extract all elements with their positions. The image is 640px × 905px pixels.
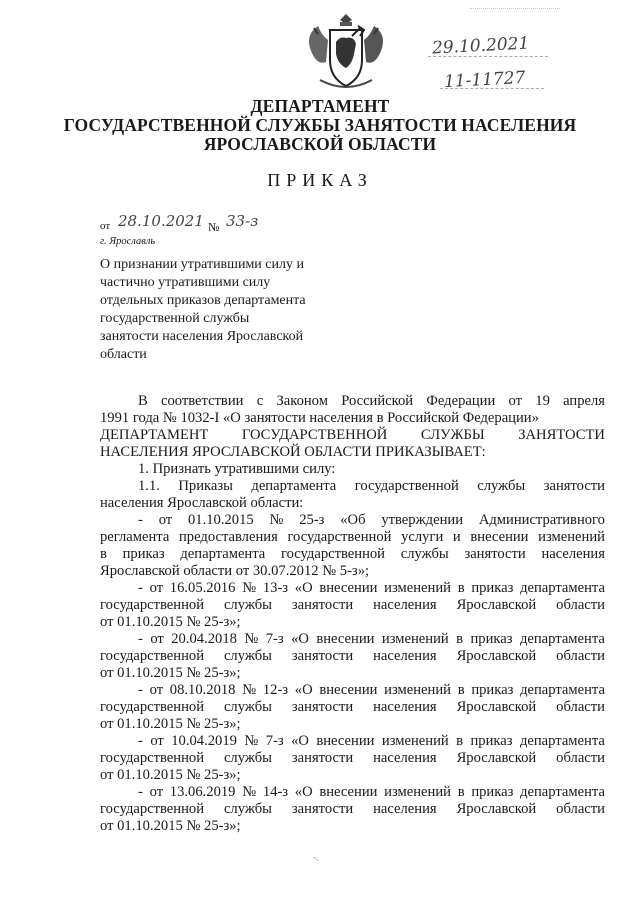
body-line: - от 13.06.2019 № 14-з «О внесении изменений в приказ департамента [138, 784, 605, 800]
scan-mark [311, 857, 319, 865]
date-label: от [100, 220, 111, 232]
body-line: от 01.10.2015 № 25-з»; [100, 665, 241, 681]
city-label: г. Ярославль [100, 236, 156, 247]
subject-line: О признании утратившими силу и [100, 257, 304, 272]
body-line: - от 08.10.2018 № 12-з «О внесении изменений в приказ департамента [138, 682, 605, 698]
body-line: - от 10.04.2019 № 7-з «О внесении изменений в приказ департамента [138, 733, 605, 749]
body-line: государственной службы занятости населения Ярославской области [100, 750, 605, 766]
body-line: от 01.10.2015 № 25-з»; [100, 614, 241, 630]
registration-number-underline [440, 88, 544, 89]
body-line: государственной службы занятости населения Ярославской области [100, 699, 605, 715]
registration-number-handwritten: 11-11727 [443, 67, 526, 93]
body-line: ДЕПАРТАМЕНТ ГОСУДАРСТВЕННОЙ СЛУЖБЫ ЗАНЯТОСТИ [100, 427, 605, 443]
subject-line: области [100, 347, 147, 362]
department-title-line-1: ДЕПАРТАМЕНТ [250, 96, 390, 116]
faint-registration-mark [470, 8, 560, 19]
order-number-handwritten: 33-з [226, 212, 259, 230]
body-line: от 01.10.2015 № 25-з»; [100, 818, 241, 834]
body-line: НАСЕЛЕНИЯ ЯРОСЛАВСКОЙ ОБЛАСТИ ПРИКАЗЫВАЕТ: [100, 444, 486, 460]
subject-line: государственной службы [100, 311, 250, 326]
body-line: 1. Признать утратившими силу: [138, 461, 336, 477]
body-line: 1991 года № 1032-I «О занятости населения в Российской Федерации» [100, 410, 539, 426]
body-line: государственной службы занятости населения Ярославской области [100, 801, 605, 817]
subject-line: занятости населения Ярославской [100, 329, 304, 344]
document-type-heading: ПРИКАЗ [267, 170, 373, 190]
body-line: - от 01.10.2015 № 25-з «Об утверждении Административного [138, 512, 605, 528]
body-line: регламента предоставления государственной услуги и внесении изменений [100, 529, 605, 545]
subject-line: отдельных приказов департамента [100, 293, 306, 308]
body-line: в приказ департамента государственной службы занятости населения [100, 546, 605, 562]
body-line: государственной службы занятости населения Ярославской области [100, 597, 605, 613]
body-line: 1.1. Приказы департамента государственной службы занятости [138, 478, 605, 494]
body-line: населения Ярославской области: [100, 495, 304, 511]
department-title-line-2: ГОСУДАРСТВЕННОЙ СЛУЖБЫ ЗАНЯТОСТИ НАСЕЛЕНИЯ [63, 115, 577, 135]
registration-date-underline [428, 56, 548, 57]
coat-of-arms-emblem [300, 8, 392, 94]
body-line: от 01.10.2015 № 25-з»; [100, 716, 241, 732]
order-date-handwritten: 28.10.2021 [118, 212, 204, 230]
registration-date-handwritten: 29.10.2021 [431, 33, 530, 59]
subject-line: частично утратившими силу [100, 275, 271, 290]
body-line: Ярославской области от 30.07.2012 № 5-з»; [100, 563, 370, 579]
number-label: № [208, 220, 220, 234]
body-line: - от 20.04.2018 № 7-з «О внесении изменений в приказ департамента [138, 631, 605, 647]
body-line: В соответствии с Законом Российской Федерации от 19 апреля [138, 393, 605, 409]
body-line: от 01.10.2015 № 25-з»; [100, 767, 241, 783]
order-subject [100, 256, 335, 364]
department-title-line-3: ЯРОСЛАВСКОЙ ОБЛАСТИ [203, 134, 437, 154]
body-line: государственной службы занятости населения Ярославской области [100, 648, 605, 664]
body-line: - от 16.05.2016 № 13-з «О внесении изменений в приказ департамента [138, 580, 605, 596]
order-body-text [100, 393, 605, 835]
